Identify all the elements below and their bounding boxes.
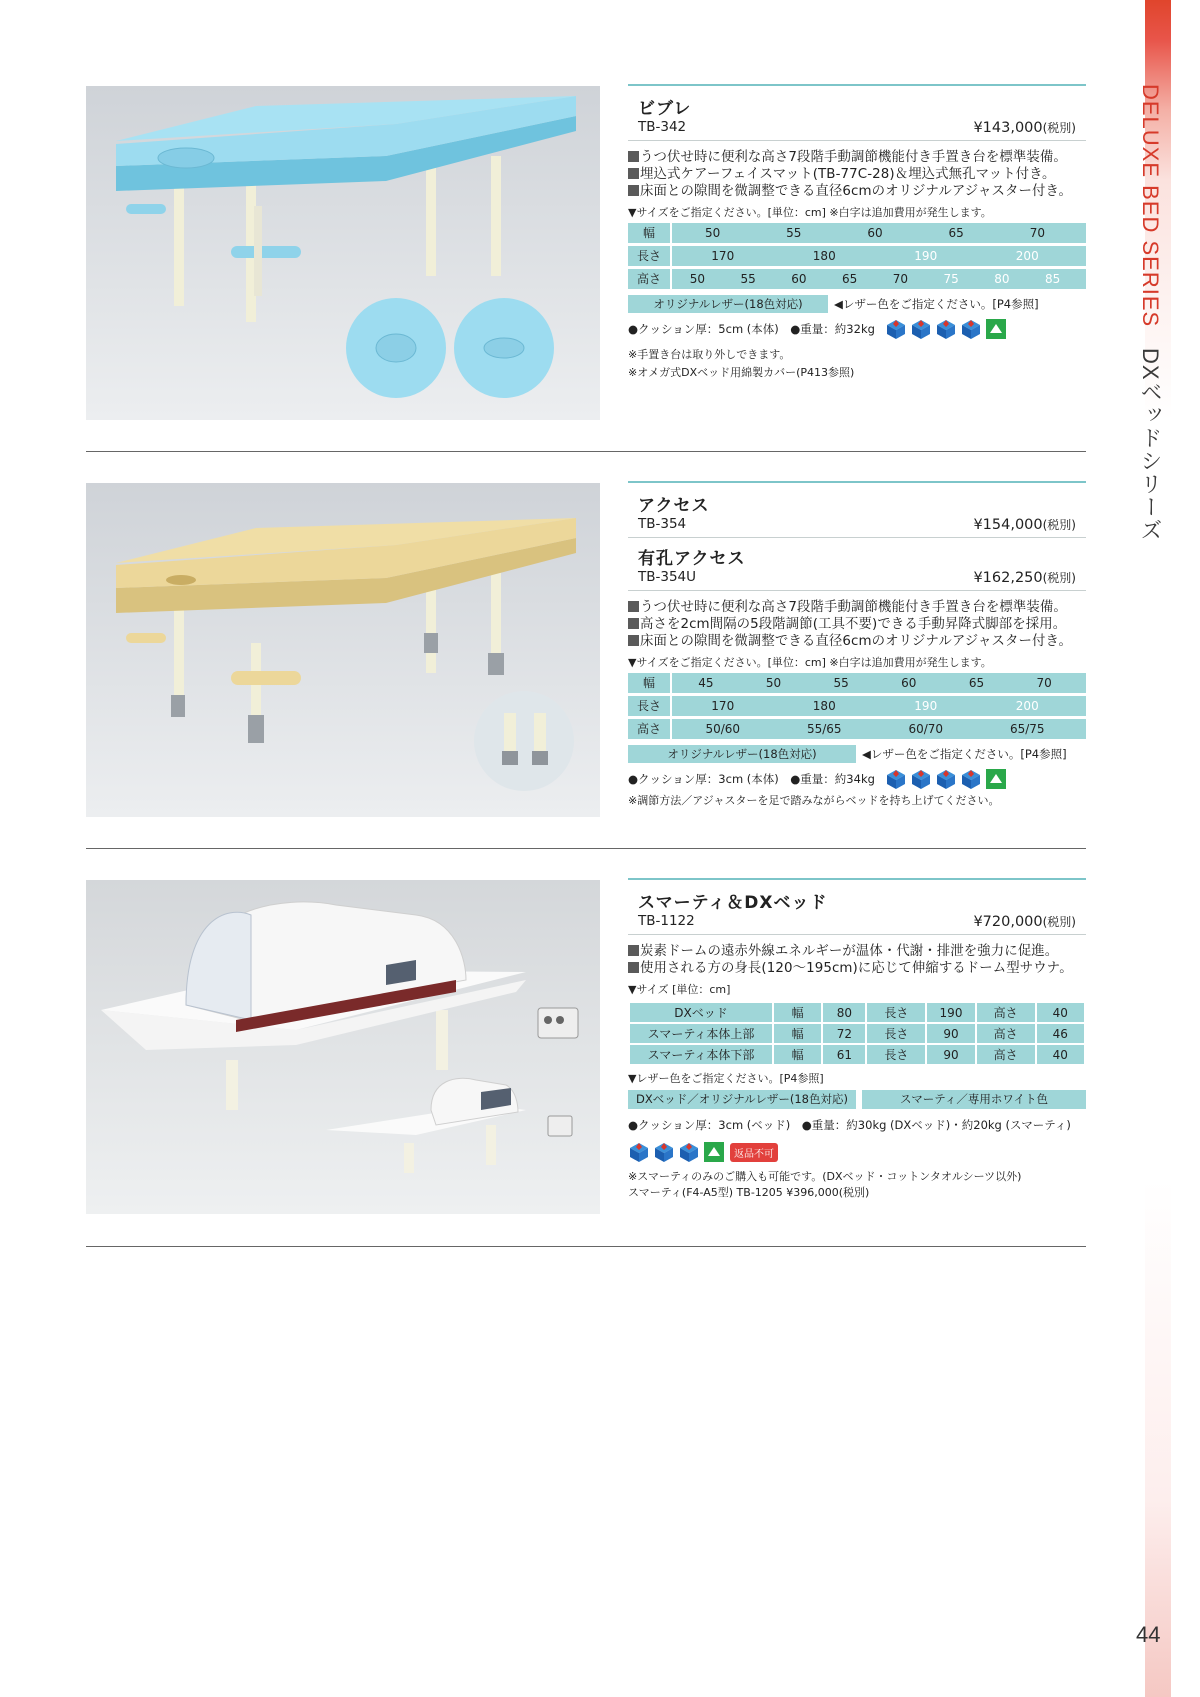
leather-option: オリジナルレザー(18色対応): [628, 295, 828, 313]
size-value: 180: [812, 699, 836, 713]
size-value: 70: [1036, 676, 1052, 690]
product-access: [628, 481, 1086, 810]
tax-label: (税別): [1042, 121, 1076, 135]
size-value: 50: [765, 676, 782, 690]
size-value: 85: [1044, 272, 1061, 286]
size-value: 50: [704, 226, 721, 240]
size-value: 50/60: [705, 722, 741, 736]
adjuster-icon: [703, 1141, 725, 1163]
cube-icon: [885, 768, 907, 790]
size-table-cell: 40: [1036, 1002, 1085, 1023]
feature-icons: [885, 318, 1010, 340]
feature-list: [628, 599, 1086, 650]
size-table-row: [629, 1023, 1085, 1044]
size-table-cell: 46: [1036, 1023, 1085, 1044]
size-value: 60/70: [908, 722, 944, 736]
product-underline: [628, 590, 1086, 591]
size-row: [628, 223, 1086, 243]
product-divider: [628, 481, 1086, 483]
size-row: [628, 269, 1086, 289]
size-value: 170: [711, 249, 735, 263]
size-value: 65: [968, 676, 985, 690]
cube-icon: [935, 318, 957, 340]
product-photo-smarty: [86, 880, 600, 1214]
series-title-jp: DXベッドシリーズ: [1138, 348, 1163, 542]
adjuster-icon: [985, 768, 1007, 790]
size-value: 50: [689, 272, 706, 286]
size-value: 55: [833, 676, 849, 690]
feature-item: うつ伏せ時に便利な高さ7段階手動調節機能付き手置き台を標準装備。: [628, 149, 1086, 166]
size-table-cell: 190: [926, 1002, 975, 1023]
product-name: アクセス: [638, 496, 710, 516]
size-value: 80: [994, 272, 1010, 286]
product-price: ¥154,000: [973, 517, 1043, 533]
product-name-2: 有孔アクセス: [638, 549, 746, 569]
feature-icons: [885, 768, 1010, 790]
feature-item: 高さを2cm間隔の5段階調節(工具不要)できる手動昇降式脚部を採用。: [628, 616, 1086, 633]
size-table-cell: 90: [926, 1023, 975, 1044]
note-item: スマーティ(F4-A5型) TB-1205 ¥396,000(税別): [628, 1186, 870, 1199]
size-table-cell: 高さ: [976, 1023, 1036, 1044]
leather-option-bed: DXベッド／オリジナルレザー(18色対応): [628, 1090, 856, 1109]
size-value: 65/75: [1009, 722, 1045, 736]
size-value: 60: [867, 226, 883, 240]
feature-list: [628, 943, 1086, 977]
section-separator: [86, 1246, 1086, 1247]
cube-icon: [885, 318, 907, 340]
size-table-row: [629, 1044, 1085, 1065]
spec-text: ●クッション厚：3cm (ベッド) ●重量：約30kg (DXベッド)・約20kg (スマーティ): [628, 1118, 1071, 1132]
size-value: 190: [914, 699, 938, 713]
feature-item: うつ伏せ時に便利な高さ7段階手動調節機能付き手置き台を標準装備。: [628, 599, 1086, 616]
size-table: [628, 1001, 1086, 1066]
size-table-cell: スマーティ本体上部: [629, 1023, 773, 1044]
cube-icon: [910, 318, 932, 340]
feature-item: 埋込式ケアーフェイスマット(TB-77C-28)＆埋込式無孔マット付き。: [628, 166, 1086, 183]
size-table-cell: 40: [1036, 1044, 1085, 1065]
leather-option-smarty: スマーティ／専用ホワイト色: [862, 1090, 1086, 1109]
note-item: ※調節方法／アジャスターを足で踏みながらベッドを持ち上げてください。: [628, 794, 1000, 807]
size-row-label: 高さ: [628, 269, 672, 289]
size-table-cell: 61: [822, 1044, 866, 1065]
product-model: TB-1122: [638, 913, 695, 929]
size-note: ▼サイズ [単位：cm]: [628, 983, 731, 996]
note-item: ※スマーティのみのご購入も可能です。(DXベッド・コットンタオルシーツ以外): [628, 1170, 1022, 1183]
feature-list: [628, 149, 1086, 200]
size-row: [628, 673, 1086, 693]
size-table-cell: 72: [822, 1023, 866, 1044]
size-value: 65: [841, 272, 858, 286]
product-name: ビブレ: [638, 99, 692, 119]
size-value: 200: [1015, 249, 1039, 263]
notes: [628, 346, 1086, 382]
size-table-cell: 長さ: [866, 1023, 926, 1044]
size-value: 65: [948, 226, 964, 240]
size-note: ▼サイズをご指定ください。[単位：cm] ※白字は追加費用が発生します。: [628, 656, 992, 669]
size-row-label: 高さ: [628, 719, 672, 739]
cube-icon: [960, 768, 982, 790]
section-separator: [86, 848, 1086, 849]
size-table-cell: 90: [926, 1044, 975, 1065]
cube-icon: [678, 1141, 700, 1163]
product-vivre: [628, 84, 1086, 382]
size-table-cell: 長さ: [866, 1002, 926, 1023]
size-value: 70: [1029, 226, 1045, 240]
cube-icon: [653, 1141, 675, 1163]
size-row-label: 長さ: [628, 246, 672, 266]
size-note: ▼サイズをご指定ください。[単位：cm] ※白字は追加費用が発生します。: [628, 206, 992, 219]
product-divider: [628, 84, 1086, 86]
product-model: TB-354: [638, 516, 687, 532]
size-rows: [628, 673, 1086, 739]
size-table-cell: 幅: [773, 1002, 822, 1023]
notes: [628, 1169, 1086, 1201]
size-table-cell: 長さ: [866, 1044, 926, 1065]
size-value: 200: [1015, 699, 1039, 713]
product-underline: [628, 537, 1086, 538]
size-value: 180: [812, 249, 836, 263]
leather-note: ◀レザー色をご指定ください。[P4参照]: [834, 297, 1039, 311]
product-photo-vivre: [86, 86, 600, 420]
size-row: [628, 719, 1086, 739]
feature-icons: [628, 1141, 1086, 1163]
size-value: 55: [786, 226, 802, 240]
product-model-2: TB-354U: [638, 569, 697, 585]
size-value: 60: [791, 272, 807, 286]
leather-note: ◀レザー色をご指定ください。[P4参照]: [862, 747, 1067, 761]
size-table-cell: 80: [822, 1002, 866, 1023]
no-return-badge: 返品不可: [730, 1143, 778, 1162]
tax-label: (税別): [1042, 518, 1076, 532]
product-underline: [628, 934, 1086, 935]
size-table-cell: DXベッド: [629, 1002, 773, 1023]
adjuster-icon: [985, 318, 1007, 340]
cube-icon: [628, 1141, 650, 1163]
size-table-cell: 幅: [773, 1044, 822, 1065]
size-value: 75: [943, 272, 959, 286]
size-value: 170: [711, 699, 735, 713]
size-row-label: 幅: [628, 223, 672, 243]
series-title-en: DELUXE BED SERIES: [1138, 84, 1163, 328]
size-table-cell: 高さ: [976, 1044, 1036, 1065]
size-value: 60: [901, 676, 917, 690]
size-value: 190: [914, 249, 938, 263]
notes: [628, 792, 1086, 810]
leather-note: ▼レザー色をご指定ください。[P4参照]: [628, 1072, 824, 1085]
product-divider: [628, 878, 1086, 880]
size-value: 55: [740, 272, 756, 286]
cube-icon: [910, 768, 932, 790]
product-price-2: ¥162,250: [973, 570, 1043, 586]
product-price: ¥143,000: [973, 120, 1043, 136]
size-table-row: [629, 1002, 1085, 1023]
feature-item: 使用される方の身長(120〜195cm)に応じて伸縮するドーム型サウナ。: [628, 960, 1086, 977]
spec-text: ●クッション厚：5cm (本体) ●重量：約32kg: [628, 322, 875, 336]
tax-label: (税別): [1042, 915, 1076, 929]
size-row-label: 幅: [628, 673, 672, 693]
section-separator: [86, 451, 1086, 452]
series-title: [1135, 84, 1166, 542]
feature-item: 床面との隙間を微調整できる直径6cmのオリジナルアジャスター付き。: [628, 633, 1086, 650]
product-name: スマーティ＆DXベッド: [638, 893, 828, 913]
feature-item: 床面との隙間を微調整できる直径6cmのオリジナルアジャスター付き。: [628, 183, 1086, 200]
size-row: [628, 696, 1086, 716]
leather-option: オリジナルレザー(18色対応): [628, 745, 856, 763]
note-item: ※オメガ式DXベッド用綿製カバー(P413参照): [628, 366, 855, 379]
size-rows: [628, 223, 1086, 289]
size-row-label: 長さ: [628, 696, 672, 716]
size-row: [628, 246, 1086, 266]
product-underline: [628, 140, 1086, 141]
spec-text: ●クッション厚：3cm (本体) ●重量：約34kg: [628, 772, 875, 786]
size-value: 55/65: [806, 722, 842, 736]
product-photo-access: [86, 483, 600, 817]
product-model: TB-342: [638, 119, 687, 135]
size-table-cell: スマーティ本体下部: [629, 1044, 773, 1065]
size-value: 70: [892, 272, 909, 286]
tax-label: (税別): [1042, 571, 1076, 585]
size-table-cell: 幅: [773, 1023, 822, 1044]
note-item: ※手置き台は取り外しできます。: [628, 348, 791, 361]
feature-item: 炭素ドームの遠赤外線エネルギーが温体・代謝・排泄を強力に促進。: [628, 943, 1086, 960]
page-number: 44: [1136, 1622, 1161, 1647]
cube-icon: [960, 318, 982, 340]
product-smarty: [628, 878, 1086, 1201]
cube-icon: [935, 768, 957, 790]
size-value: 45: [698, 676, 714, 690]
size-table-cell: 高さ: [976, 1002, 1036, 1023]
product-price: ¥720,000: [973, 914, 1043, 930]
